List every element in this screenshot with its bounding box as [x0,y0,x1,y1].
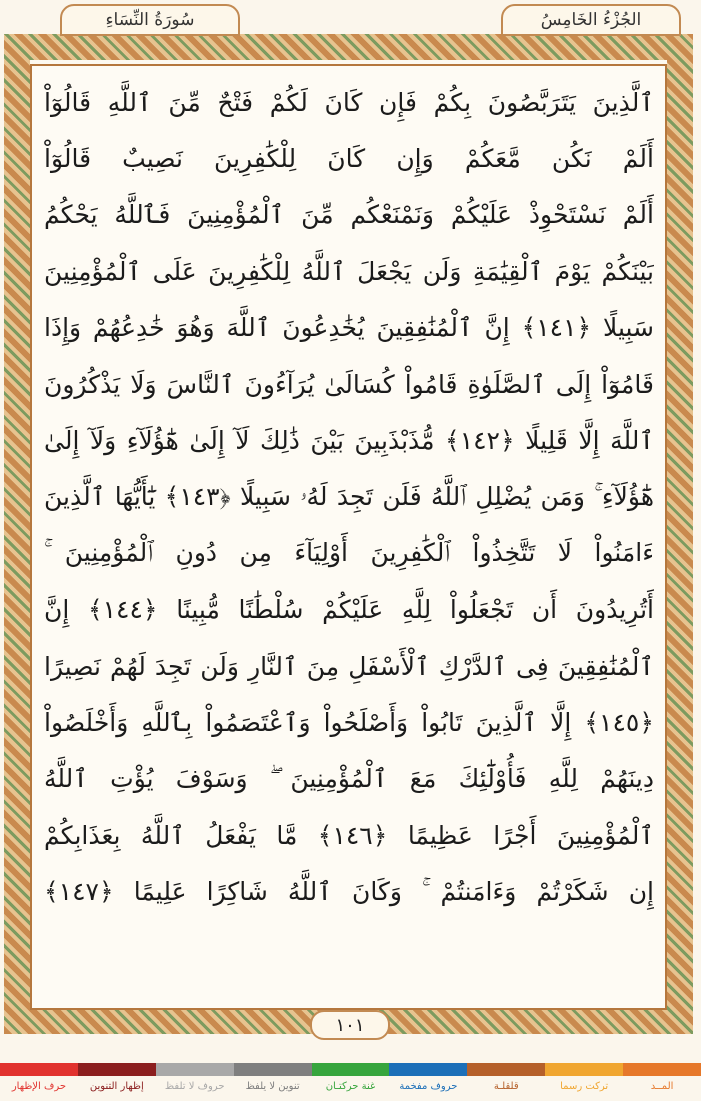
text-line: ﴿١٤٥﴾ إِلَّا ٱلَّذِينَ تَابُواْ وَأَصْلَحُواْ وَٱعْتَصَمُواْ بِٱللَّهِ وَأَخْلَصُواْ [44,707,654,737]
text-line: قَامُوٓاْ إِلَى ٱلصَّلَوٰةِ قَامُواْ كُسَالَىٰ يُرَآءُونَ ٱلنَّاسَ وَلَا يَذْكُرُونَ [44,369,654,399]
text-line: ءَامَنُواْ لَا تَتَّخِذُواْ ٱلْكَٰفِرِينَ أَوْلِيَآءَ مِن دُونِ ٱلْمُؤْمِنِينَ ۚ [44,538,654,568]
legend-swatch [389,1063,467,1076]
legend-item [467,1063,545,1101]
surah-label: سُورَةُ النِّسَاءِ [60,4,240,36]
legend-swatch [234,1063,312,1076]
legend-swatch [312,1063,390,1076]
legend-swatch [623,1063,701,1076]
legend-label: تنوين لا يلفظ [245,1081,300,1092]
text-line: بَيْنَكُمْ يَوْمَ ٱلْقِيَٰمَةِ وَلَن يَجْعَلَ ٱللَّهُ لِلْكَٰفِرِينَ عَلَى ٱلْمُؤْمِنِينَ [44,256,654,286]
legend-label: تركت رسما [560,1081,609,1092]
text-line: هَٰٓؤُلَآءِ ۚ وَمَن يُضْلِلِ ٱللَّهُ فَلَن تَجِدَ لَهُۥ سَبِيلًا ﴿١٤٣﴾ يَٰٓأَيُّهَا ٱلَّذِينَ [44,481,654,511]
text-line: سَبِيلًا ﴿١٤١﴾ إِنَّ ٱلْمُنَٰفِقِينَ يُخَٰدِعُونَ ٱللَّهَ وَهُوَ خَٰدِعُهُمْ وَإِذَا [44,313,654,343]
text-line: ٱلْمُؤْمِنِينَ أَجْرًا عَظِيمًا ﴿١٤٦﴾ مَّا يَفْعَلُ ٱللَّهُ بِعَذَابِكُمْ [44,820,654,850]
legend-swatch [467,1063,545,1076]
legend-item [0,1063,78,1101]
legend-label: قلقلـة [493,1081,519,1092]
page-number: ١٠١ [310,1010,390,1040]
legend-label: حروف لا تلفظ [164,1081,225,1092]
text-line: أَتُرِيدُونَ أَن تَجْعَلُواْ لِلَّهِ عَلَيْكُمْ سُلْطَٰنًا مُّبِينًا ﴿١٤٤﴾ إِنَّ [44,595,654,625]
legend-item [156,1063,234,1101]
text-line: إِن شَكَرْتُمْ وَءَامَنتُمْ ۚ وَكَانَ ٱللَّهُ شَاكِرًا عَلِيمًا ﴿١٤٧﴾ [44,876,654,906]
text-line: دِينَهُمْ لِلَّهِ فَأُوْلَٰٓئِكَ مَعَ ٱلْمُؤْمِنِينَ ۖ وَسَوْفَ يُؤْتِ ٱللَّهُ [44,763,654,793]
juz-label: الجُزْءُ الخَامِسُ [501,4,681,36]
legend-label: حرف الإظهار [11,1081,67,1092]
legend-label: إظهار التنوين [89,1081,144,1092]
legend-item [545,1063,623,1101]
tajweed-color-legend [0,1063,701,1101]
legend-label: غنة حركتـان [325,1081,376,1092]
legend-item [78,1063,156,1101]
legend-swatch [78,1063,156,1076]
text-line: ٱلْمُنَٰفِقِينَ فِى ٱلدَّرْكِ ٱلْأَسْفَلِ مِنَ ٱلنَّارِ وَلَن تَجِدَ لَهُمْ نَصِيرًا [44,651,654,681]
legend-swatch [545,1063,623,1076]
legend-item [234,1063,312,1101]
text-line: ٱللَّهَ إِلَّا قَلِيلًا ﴿١٤٢﴾ مُّذَبْذَبِينَ بَيْنَ ذَٰلِكَ لَآ إِلَىٰ هَٰٓؤُلَآءِ وَلَآ إِلَىٰ [44,426,654,456]
legend-swatch [0,1063,78,1076]
text-line: ٱلَّذِينَ يَتَرَبَّصُونَ بِكُمْ فَإِن كَانَ لَكُمْ فَتْحٌ مِّنَ ٱللَّهِ قَالُوٓاْ [44,87,654,117]
legend-item [389,1063,467,1101]
legend-item [312,1063,390,1101]
legend-label: حروف مفخمة [399,1081,458,1092]
legend-label: المــد [650,1081,674,1092]
legend-item [623,1063,701,1101]
legend-swatch [156,1063,234,1076]
text-line: أَلَمْ نَكُن مَّعَكُمْ وَإِن كَانَ لِلْكَٰفِرِينَ نَصِيبٌ قَالُوٓاْ [44,144,654,174]
text-line: أَلَمْ نَسْتَحْوِذْ عَلَيْكُمْ وَنَمْنَعْكُم مِّنَ ٱلْمُؤْمِنِينَ فَٱللَّهُ يَحْكُمُ [44,200,654,230]
quran-text [44,74,654,1004]
